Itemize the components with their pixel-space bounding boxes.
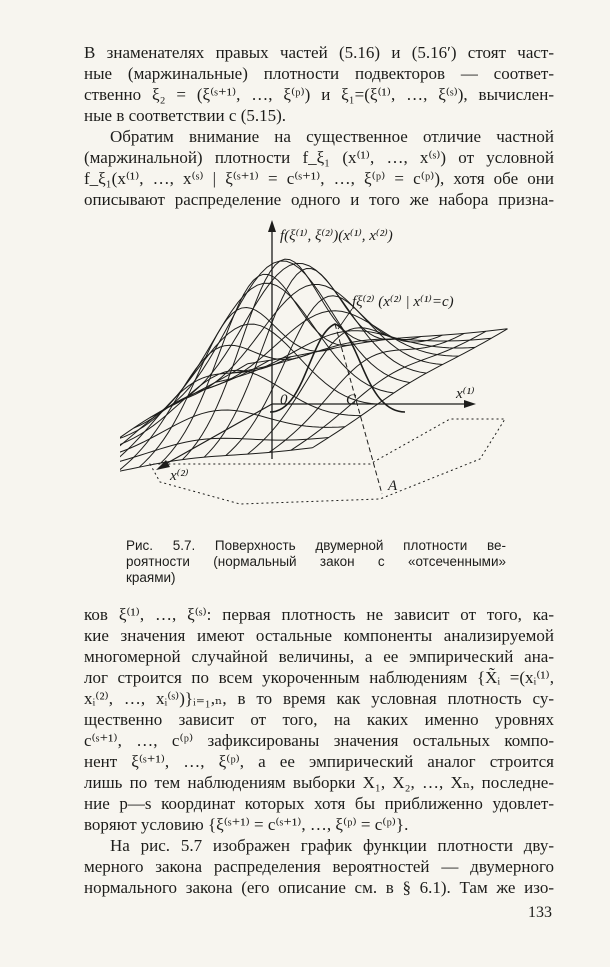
point-c-label: C: [346, 392, 357, 408]
mesh-line: [139, 307, 334, 467]
text-line: xᵢ⁽²⁾, …, xᵢ⁽ˢ⁾)}ᵢ₌₁,ₙ, в то время как условная плотность су-: [84, 689, 554, 708]
text-line: f_ξ₁(x⁽¹⁾, …, x⁽ˢ⁾ | ξ⁽ˢ⁺¹⁾ = c⁽ˢ⁺¹⁾, …, ξ⁽ᵖ⁾ = c⁽ᵖ⁾), хотя обе они: [84, 169, 554, 188]
mesh-line: [215, 331, 475, 383]
mesh-line: [120, 364, 248, 483]
text-line: В знаменателях правых частей (5.16) и (5.16′) стоят част-: [84, 43, 554, 62]
vertical-axis-arrow-icon: [268, 220, 276, 232]
text-line: На рис. 5.7 изображен график функции плотности дву-: [110, 836, 554, 855]
x1-axis-label: x⁽¹⁾: [456, 386, 475, 402]
mesh-line: [120, 357, 291, 476]
text-line: кие значения имеют остальные компоненты анализируемой: [84, 626, 554, 645]
text-line: мерного закона распределения вероятностей — двумерного: [84, 857, 554, 876]
text-line: ные (маржинальные) плотности подвекторов — соответ-: [84, 64, 554, 83]
text-line: многомерной случайной величины, а ее эмпирический ана-: [84, 647, 554, 666]
mesh-line: [226, 296, 421, 456]
text-line: ков ξ⁽¹⁾, …, ξ⁽ˢ⁾: первая плотность не зависит от того, ка-: [84, 605, 554, 624]
text-line: (маржинальной) плотности f_ξ₁ (x⁽¹⁾, …, x⁽ˢ⁾) от условной: [84, 148, 554, 167]
x2-axis: [162, 404, 272, 466]
caption-line: краями): [126, 570, 176, 585]
text-line: ные в соответствии с (5.15).: [84, 106, 287, 125]
text-line: описывают распределение одного и того же набора призна-: [84, 190, 554, 209]
text-line: c⁽ˢ⁺¹⁾, …, c⁽ᵖ⁾ зафиксированы значения остальных компо-: [84, 731, 554, 750]
figure-caption: [126, 538, 506, 586]
x2-axis-label: x⁽²⁾: [170, 468, 189, 484]
text-line: нормального закона (его описание см. в § 6.1). Там же изо-: [84, 878, 554, 897]
text-line: лишь по тем наблюдениям выборки X₁, X₂, …, Xₙ, последне-: [84, 773, 554, 792]
text-line: ние p—s координат которых хотя бы приближенно удовлет-: [84, 794, 554, 813]
conditional-density-label: fξ⁽²⁾ (x⁽²⁾ | x⁽¹⁾=c): [352, 294, 454, 310]
mesh-line: [161, 274, 356, 463]
mesh-line: [248, 328, 443, 454]
text-line: Обратим внимание на существенное отличие частной: [110, 127, 554, 146]
top-text-block: [84, 42, 554, 210]
text-line: лог строится по всем укороченным наблюдениям {X̃ᵢ =(xᵢ⁽¹⁾,: [84, 668, 554, 687]
surface-plot: [120, 214, 530, 514]
density-surface-figure: [120, 214, 530, 514]
caption-line: роятности (нормальный закон с «отсеченными»: [126, 554, 506, 569]
base-plane: [150, 419, 505, 504]
text-line: нент ξ⁽ˢ⁺¹⁾, …, ξ⁽ᵖ⁾, а ее эмпирический аналог строится: [84, 752, 554, 771]
text-line: ственно ξ₂ = (ξ⁽ˢ⁺¹⁾, …, ξ⁽ᵖ⁾) и ξ₁=(ξ⁽¹⁾, …, ξ⁽ˢ⁾), вычислен-: [84, 85, 554, 104]
joint-density-label: f(ξ⁽¹⁾, ξ⁽²⁾)(x⁽¹⁾, x⁽²⁾): [280, 228, 393, 244]
bottom-text-block: [84, 604, 554, 898]
mesh-line: [269, 333, 464, 452]
surface-mesh: [120, 259, 508, 483]
point-a-label: A: [388, 478, 398, 494]
text-line: воряют условию {ξ⁽ˢ⁺¹⁾ = c⁽ˢ⁺¹⁾, …, ξ⁽ᵖ⁾ = c⁽ᵖ⁾}.: [84, 815, 409, 834]
page-number: 133: [528, 904, 552, 921]
caption-line: Рис. 5.7. Поверхность двумерной плотности ве-: [126, 538, 506, 553]
text-line: щественно зависит от того, на каких именно уровнях: [84, 710, 554, 729]
mesh-line: [120, 360, 269, 479]
origin-label: 0: [280, 392, 288, 408]
